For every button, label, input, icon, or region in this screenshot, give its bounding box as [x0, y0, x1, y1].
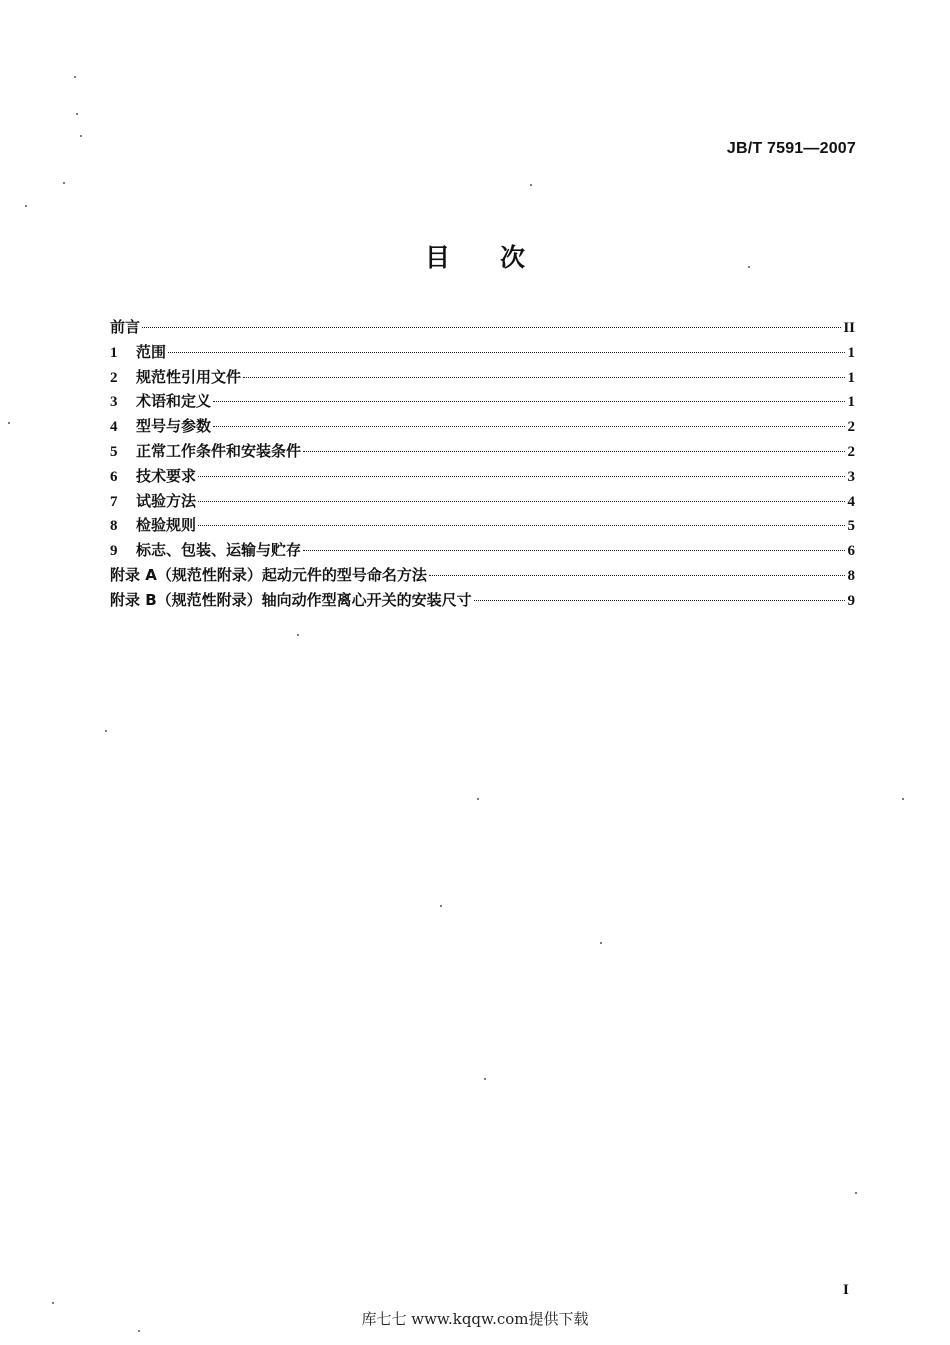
toc-entry-appendix-a[interactable] — [110, 564, 855, 589]
toc-entry-page: 9 — [847, 592, 855, 609]
scan-speck — [25, 205, 27, 207]
toc-entry-label: 规范性引用文件 — [136, 367, 242, 386]
scan-speck — [74, 76, 76, 78]
toc-entry-8[interactable] — [110, 514, 855, 539]
toc-entry-9[interactable] — [110, 539, 855, 564]
toc-leader-dots — [429, 575, 845, 576]
toc-leader-dots — [142, 327, 841, 328]
scan-speck — [8, 422, 10, 424]
toc-entry-page: II — [843, 320, 855, 336]
toc-entry-page: 4 — [847, 493, 855, 510]
toc-entry-5[interactable] — [110, 440, 855, 465]
toc-leader-dots — [243, 377, 845, 378]
scan-speck — [600, 942, 602, 944]
toc-entry-label: 术语和定义 — [136, 392, 212, 411]
toc-entry-number: 3 — [110, 394, 118, 411]
scan-speck — [76, 113, 78, 115]
toc-title-left: 目 — [424, 243, 450, 272]
toc-entry-number: 8 — [110, 518, 118, 535]
download-watermark: 库七七 www.kqqw.com提供下载 — [361, 1310, 589, 1328]
page-number: I — [843, 1282, 849, 1298]
toc-entry-label: 技术要求 — [136, 466, 197, 485]
toc-entry-number: 4 — [110, 419, 118, 436]
scan-speck — [748, 266, 750, 268]
toc-entry-2[interactable] — [110, 366, 855, 391]
toc-entry-4[interactable] — [110, 415, 855, 440]
toc-entry-number: 6 — [110, 468, 118, 485]
toc-entry-page: 6 — [847, 543, 855, 560]
toc-entry-label: 附录 B（规范性附录）轴向动作型离心开关的安装尺寸 — [110, 590, 472, 609]
scan-speck — [105, 730, 107, 732]
toc-leader-dots — [213, 401, 845, 402]
toc-entry-appendix-b[interactable] — [110, 589, 855, 614]
toc-entry-label: 试验方法 — [136, 491, 197, 510]
toc-entry-label: 正常工作条件和安装条件 — [136, 441, 302, 460]
toc-leader-dots — [168, 352, 845, 353]
scan-speck — [297, 634, 299, 636]
table-of-contents — [110, 316, 855, 614]
toc-entry-page: 3 — [847, 468, 855, 485]
toc-entry-page: 1 — [847, 344, 855, 361]
toc-leader-dots — [198, 476, 845, 477]
scan-speck — [484, 1078, 486, 1080]
toc-title-right: 次 — [500, 243, 526, 272]
scan-speck — [530, 184, 532, 186]
toc-entry-label: 检验规则 — [136, 516, 197, 535]
scan-speck — [52, 1302, 54, 1304]
toc-leader-dots — [303, 550, 845, 551]
scan-speck — [477, 798, 479, 800]
toc-entry-label: 标志、包装、运输与贮存 — [136, 541, 302, 560]
toc-entry-label: 型号与参数 — [136, 417, 212, 436]
toc-entry-label: 附录 A（规范性附录）起动元件的型号命名方法 — [110, 565, 427, 584]
toc-entry-page: 8 — [847, 567, 855, 584]
toc-leader-dots — [198, 525, 845, 526]
toc-entry-foreword[interactable] — [110, 316, 855, 341]
scan-speck — [138, 1330, 140, 1332]
toc-entry-page: 1 — [847, 369, 855, 386]
scan-speck — [440, 905, 442, 907]
toc-entry-page: 5 — [847, 518, 855, 535]
toc-entry-1[interactable] — [110, 341, 855, 366]
document-code: JB/T 7591—2007 — [726, 140, 856, 157]
scan-speck — [902, 798, 904, 800]
scan-speck — [80, 135, 82, 137]
toc-entry-page: 1 — [847, 394, 855, 411]
toc-leader-dots — [213, 426, 845, 427]
toc-entry-number: 2 — [110, 369, 118, 386]
toc-entry-number: 9 — [110, 543, 118, 560]
scan-speck — [855, 1192, 857, 1194]
toc-entry-label: 前言 — [110, 318, 141, 336]
toc-entry-number: 7 — [110, 493, 118, 510]
scan-speck — [63, 182, 65, 184]
toc-entry-6[interactable] — [110, 465, 855, 490]
toc-leader-dots — [303, 451, 845, 452]
toc-leader-dots — [474, 600, 845, 601]
toc-entry-7[interactable] — [110, 490, 855, 515]
toc-entry-3[interactable] — [110, 390, 855, 415]
toc-entry-number: 5 — [110, 443, 118, 460]
toc-leader-dots — [198, 501, 845, 502]
toc-entry-number: 1 — [110, 344, 118, 361]
toc-title — [0, 238, 950, 274]
toc-entry-page: 2 — [847, 419, 855, 436]
toc-entry-page: 2 — [847, 443, 855, 460]
toc-entry-label: 范围 — [136, 342, 167, 361]
